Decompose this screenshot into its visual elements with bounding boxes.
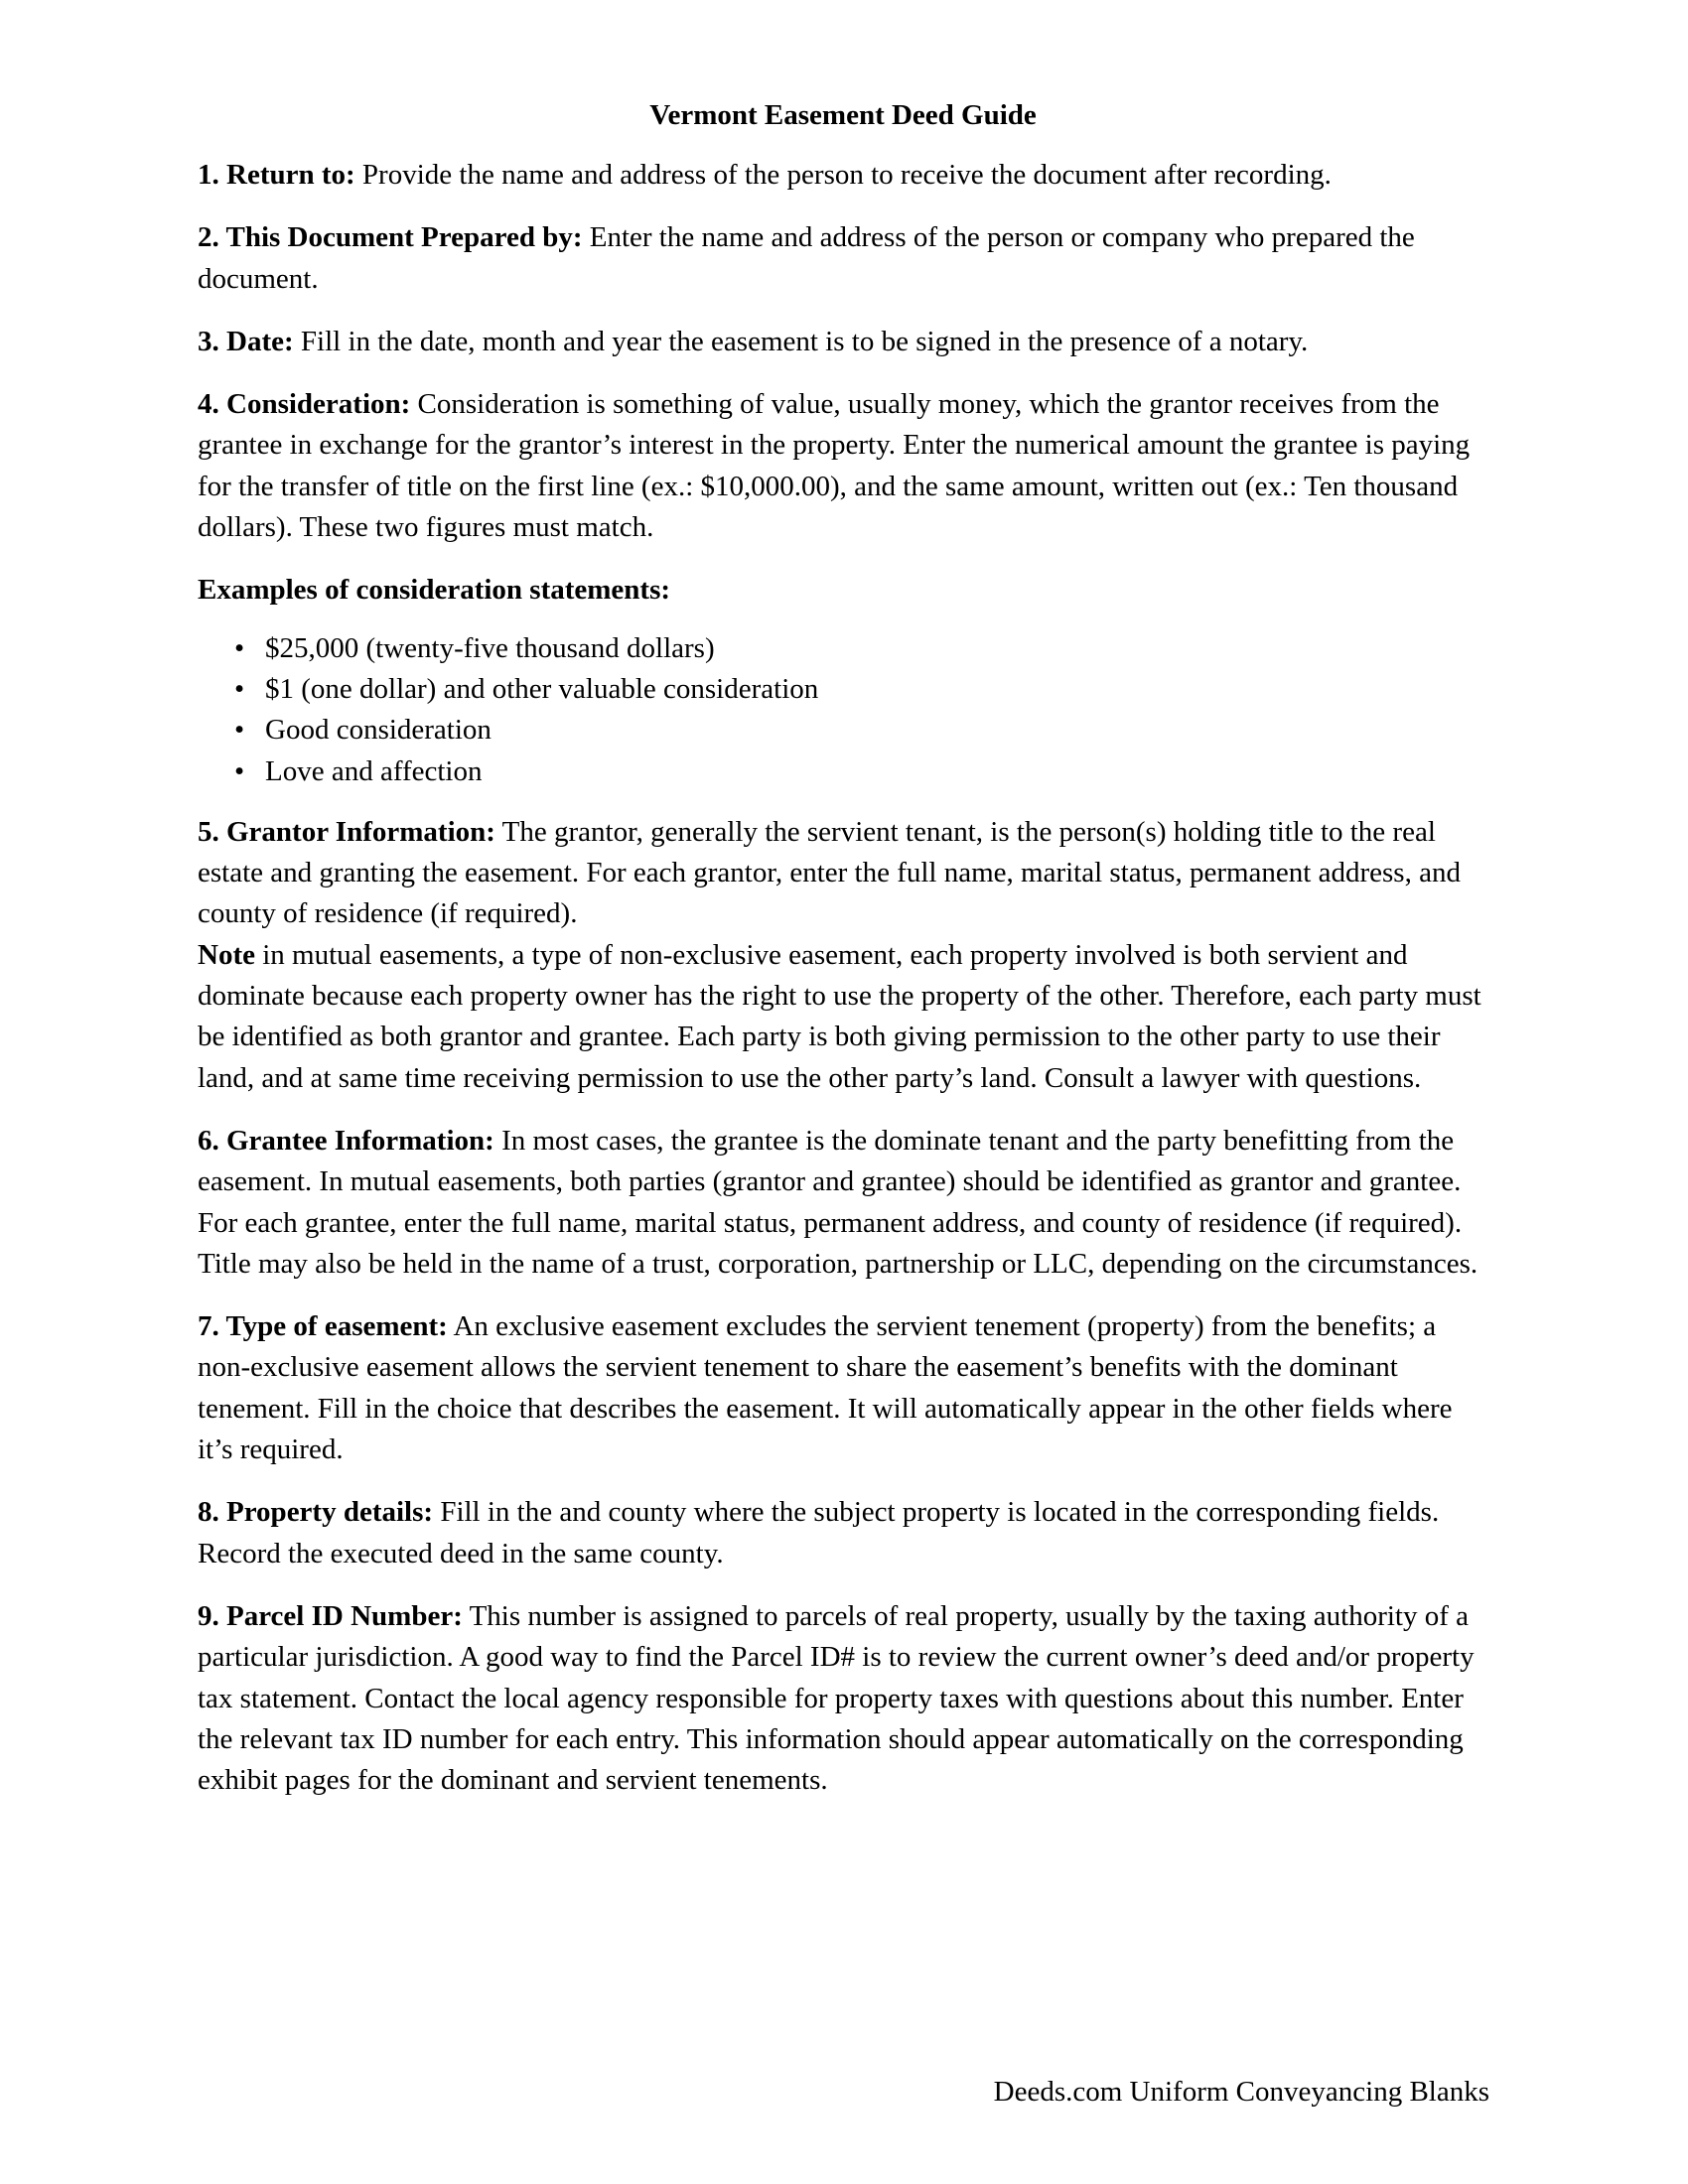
bullet-icon: •: [234, 714, 245, 747]
section-label: 7. Type of easement:: [198, 1310, 448, 1343]
page-footer: Deeds.com Uniform Conveyancing Blanks: [993, 2076, 1489, 2108]
examples-heading: Examples of consideration statements:: [198, 574, 671, 607]
section-property-details: [198, 1492, 1488, 1574]
list-item: [234, 628, 1488, 669]
section-label: 6. Grantee Information:: [198, 1124, 494, 1157]
section-text: Fill in the and county where the subject property is located in the corresponding fields. Record the executed deed in the same county.: [198, 1496, 1440, 1570]
section-parcel-id-number: [198, 1596, 1488, 1801]
section-text: This number is assigned to parcels of real property, usually by the taxing authority of a particular jurisdiction. A good way to find the Parcel ID# is to review the current owner’s deed and/or property tax statement. Contact the local agency responsible for property taxes with questions about this number. Enter the relevant tax ID number for each entry. This information should appear automatically on the corresponding exhibit pages for the dominant and servient tenements.: [198, 1599, 1475, 1797]
section-label: 8. Property details:: [198, 1496, 434, 1529]
section-text: Provide the name and address of the person to receive the document after recording.: [354, 159, 1332, 191]
section-consideration: [198, 384, 1488, 548]
list-item-text: Love and affection: [265, 754, 483, 787]
section-text: An exclusive easement excludes the servient tenement (property) from the benefits; a non-exclusive easement allows the servient tenement to share the easement’s benefits with the dominant tenement. Fill in the choice that describes the easement. It will automatically appear in the other fields where it’s required.: [198, 1310, 1453, 1466]
bullet-icon: •: [234, 631, 245, 664]
section-return-to: [198, 155, 1488, 196]
grantor-note: [198, 935, 1488, 1099]
list-item: [234, 751, 1488, 792]
section-text: Enter the name and address of the person or company who prepared the document.: [198, 221, 1415, 295]
section-prepared-by: [198, 217, 1488, 300]
list-item: [234, 669, 1488, 710]
section-label: 9. Parcel ID Number:: [198, 1599, 463, 1632]
note-label: Note: [198, 938, 255, 971]
list-item-text: $1 (one dollar) and other valuable consideration: [265, 672, 819, 705]
section-label: 5. Grantor Information:: [198, 815, 495, 848]
section-label: 3. Date:: [198, 325, 294, 357]
section-text: In most cases, the grantee is the dominate tenant and the party benefitting from the easement. In mutual easements, both parties (grantor and grantee) should be identified as grantor and grantee. For each grantee, enter the full name, marital status, permanent address, and county of residence (if required). Title may also be held in the name of a trust, corporation, partnership or LLC, depending on the circumstances.: [198, 1124, 1478, 1280]
section-grantee-information: [198, 1121, 1488, 1285]
section-text: Consideration is something of value, usually money, which the grantor receives from the grantee in exchange for the grantor’s interest in the property. Enter the numerical amount the grantee is paying for the transfer of title on the first line (ex.: $10,000.00), and the same amount, written out (ex.: Ten thousand dollars). These two figures must match.: [198, 388, 1471, 544]
section-type-of-easement: [198, 1306, 1488, 1470]
bullet-icon: •: [234, 754, 245, 787]
section-label: 1. Return to:: [198, 159, 355, 191]
section-text: Fill in the date, month and year the easement is to be signed in the presence of a notary.: [293, 325, 1309, 357]
document-page: [198, 95, 1488, 1823]
note-text: in mutual easements, a type of non-exclusive easement, each property involved is both servient and dominate because each property owner has the right to use the property of the other. Therefore, each party must be identified as both grantor and grantee. Each party is both giving permission to the other party to use their land, and at same time receiving permission to use the other party’s land. Consult a lawyer with questions.: [198, 938, 1481, 1094]
document-title: Vermont Easement Deed Guide: [649, 99, 1037, 131]
list-item-text: Good consideration: [265, 714, 492, 747]
section-grantor-information: [198, 812, 1488, 935]
section-date: [198, 322, 1488, 362]
list-item-text: $25,000 (twenty-five thousand dollars): [265, 631, 715, 664]
bullet-icon: •: [234, 672, 245, 705]
section-text: The grantor, generally the servient tenant, is the person(s) holding title to the real estate and granting the easement. For each grantor, enter the full name, marital status, permanent address, and county of residence (if required).: [198, 815, 1461, 930]
examples-list: [198, 628, 1488, 792]
section-label: 4. Consideration:: [198, 388, 411, 421]
list-item: [234, 710, 1488, 751]
section-label: 2. This Document Prepared by:: [198, 221, 583, 254]
